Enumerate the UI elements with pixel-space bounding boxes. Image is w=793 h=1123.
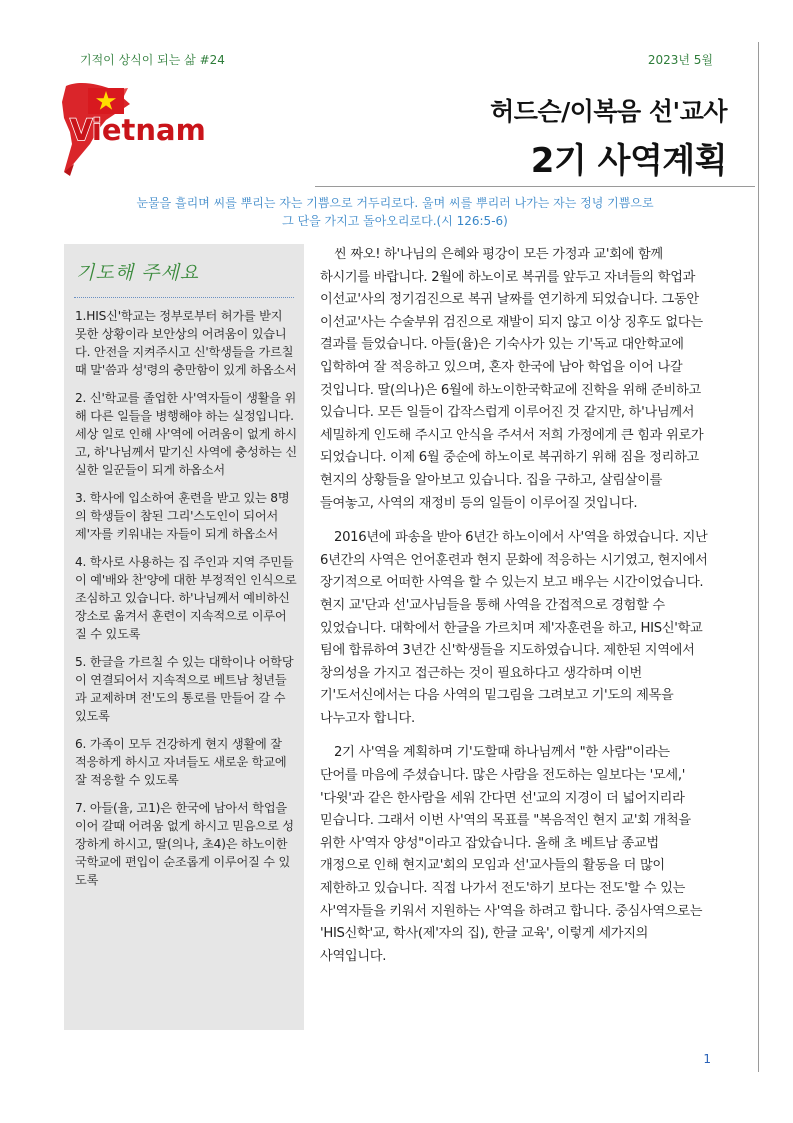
main-article [320,244,708,980]
prayer-item: 6. 가족이 모두 건강하게 현지 생활에 잘 적응하게 하시고 자녀들도 새로운 학교에 잘 적응할 수 있도록 [75,737,287,787]
prayer-item: 7. 아들(율, 고1)은 한국에 남아서 학업을 이어 갈때 어려움 없게 하시고 믿음으로 성장하게 하시고, 딸(의나, 초4)은 하노이한국학교에 편입이 순조롭게 이루어질 수 있도록 [75,801,294,887]
prayer-item: 1.HIS신'학교는 정부로부터 허가를 받지 못한 상황이라 보안상의 어려움이 있습니다. 안전을 지켜주시고 신'학생들을 가르칠 때 말'씀과 성'령의 충만함이 있게 하옵소서 [75,309,297,377]
bible-verse: 눈물을 흘리며 씨를 뿌리는 자는 기쁨으로 거두리로다. 울며 씨를 뿌리러 나가는 자는 정녕 기쁨으로 그 단을 가지고 돌아오리로다.(시 126:5-6) [136,196,654,228]
prayer-sidebar [64,244,304,1030]
prayer-list [75,307,297,899]
article-paragraph: 2016년에 파송을 받아 6년간 하노이에서 사'역을 하였습니다. 지난 6년간의 사역은 언어훈련과 현지 문화에 적응하는 시기였고, 현지에서 장기적으로 어떠한 사역을 할 수 있는지 보고 배우는 시간이었습니다. 현지 교'단과 선'교사님들을 통해 사역을 간접적으로 경험할 수 있었습니다. 대학에서 한글을 가르치며 제'자훈련을 하고, HIS신'학교 팀에 합류하여 3년간 신'학생들을 지도하였습니다. 제한된 지역에서 창의성을 가지고 접근하는 것이 필요하다고 생각하며 이번 기'도서신에서는 다음 사역의 밑그림을 그려보고 기'도의 제목을 나누고자 합니다. [320,530,708,726]
title-plan: 2기 사역계획 [530,141,727,181]
prayer-item: 3. 학사에 입소하여 훈련을 받고 있는 8명의 학생들이 참된 그리'스도인이 되어서 제'자를 키워내는 자들이 되게 하옵소서 [75,491,290,541]
prayer-item: 5. 한글을 가르칠 수 있는 대학이나 어학당이 연결되어서 지속적으로 베트남 청년들과 교제하며 전'도의 통로를 만들어 갈 수 있도록 [75,655,294,723]
title-missionaries: 허드슨/이복음 선'교사 [490,97,727,126]
page-number: 1 [703,1052,711,1066]
prayer-divider [74,297,294,298]
prayer-heading: 기도해 주세요 [76,262,200,284]
right-margin-rule [758,42,759,1072]
newsletter-series: 기적이 상식이 되는 삶 #24 [80,53,225,67]
vietnam-map-flag-icon [58,72,218,182]
prayer-item: 4. 학사로 사용하는 집 주인과 지역 주민들이 예'배와 찬'양에 대한 부정적인 인식으로 조심하고 있습니다. 하'나님께서 예비하신 장소로 옮겨서 훈련이 지속적으로 이루어질 수 있도록 [75,555,297,641]
title-divider [315,186,755,187]
vietnam-logo [58,72,218,182]
prayer-item: 2. 신'학교를 졸업한 사'역자들이 생활을 위해 다른 일들을 병행해야 하는 실정입니다. 세상 일로 인해 사'역에 어려움이 없게 하시고, 하'나님께서 맡기신 사역에 충성하는 신실한 일꾼들이 되게 하옵소서 [75,391,297,477]
logo-text: Vietnam [70,113,206,147]
article-paragraph: 2기 사'역을 계획하며 기'도할때 하나님께서 "한 사람"이라는 단어를 마음에 주셨습니다. 많은 사람을 전도하는 일보다는 '모세,' '다윗'과 같은 한사람을 세워 간다면 선'교의 지경이 더 넓어지리라 믿습니다. 그래서 이번 사'역의 목표를 "복음적인 현지 교'회 개척을 위한 사'역자 양성"이라고 잡았습니다. 올해 초 베트남 종교법 개정으로 인해 현지교'회의 모임과 선'교사들의 활동을 더 많이 제한하고 있습니다. 직접 나가서 전도'하기 보다는 전도'할 수 있는 사'역자들을 키워서 지원하는 사'역을 하려고 합니다. 중심사역으로는 'HIS신학'교, 학사(제'자의 집), 한글 교육', 이렇게 세가지의 사역입니다. [320,745,703,964]
newsletter-date: 2023년 5월 [647,53,713,67]
article-paragraph: 씬 짜오! 하'나님의 은혜와 평강이 모든 가정과 교'회에 함께 하시기를 바랍니다. 2월에 하노이로 복귀를 앞두고 자녀들의 학업과 이선교'사의 정기검진으로 복귀 날짜를 연기하게 되었습니다. 그동안 이선교'사는 수술부위 검진으로 재발이 되지 않고 이상 징후도 없다는 결과를 들었습니다. 아들(율)은 기숙사가 있는 기'독교 대안학교에 입학하여 잘 적응하고 있으며, 혼자 한국에 남아 학업을 이어 나갈 것입니다. 딸(의나)은 6월에 하노이한국학교에 진학을 위해 준비하고 있습니다. 모든 일들이 갑작스럽게 이루어진 것 같지만, 하'나님께서 세밀하게 인도해 주시고 안식을 주셔서 저희 가정에게 큰 힘과 위로가 되었습니다. 이제 6월 중순에 하노이로 복귀하기 위해 짐을 정리하고 현지의 상황들을 알아보고 있습니다. 집을 구하고, 살림살이를 들여놓고, 사역의 재정비 등의 일들이 이루어질 것입니다. [320,247,704,511]
